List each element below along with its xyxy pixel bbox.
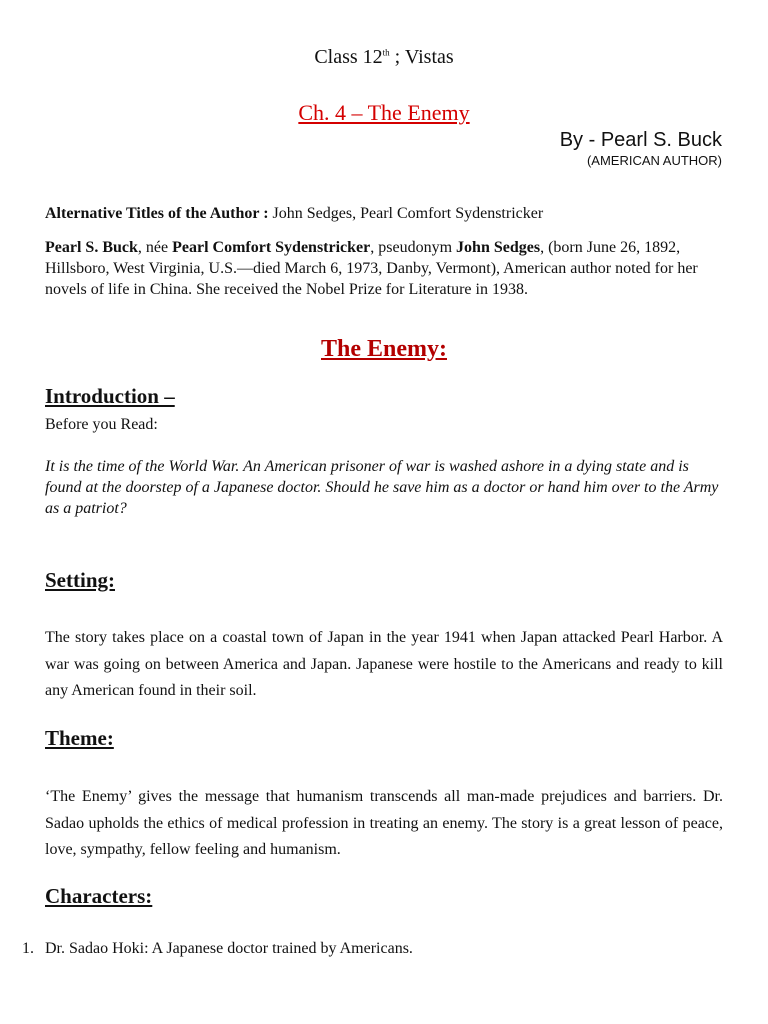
theme-text: ‘The Enemy’ gives the message that humanism transcends all man-made prejudices and barriers. Dr. Sadao upholds the ethics of medical profession in treating an enemy. The story is a great lesson of peace, love, sympathy, fellow feeling and humanism. <box>45 788 723 858</box>
bio-text: , (born June 26, 1892, Hillsboro, West Virginia, U.S.—died March 6, 1973, Danby, Vermont), American author noted for her novels of life in China. She received the Nobel Prize for Literature in 1938. <box>45 239 698 298</box>
bio-name: Pearl S. Buck <box>45 239 138 256</box>
before-you-read: Before you Read: <box>45 416 158 433</box>
chapter-title: Ch. 4 – The Enemy <box>298 100 470 125</box>
bio-birth-name: Pearl Comfort Sydenstricker <box>172 239 371 256</box>
class-label: Class 12 <box>314 46 383 68</box>
list-item <box>22 938 413 959</box>
alternative-titles <box>45 203 723 224</box>
class-superscript: th <box>382 47 390 58</box>
characters-heading: Characters: <box>45 884 153 908</box>
class-header <box>0 46 768 69</box>
setting-text: The story takes place on a coastal town of Japan in the year 1941 when Japan attacked Pearl Harbor. A war was going on between America and Japan. Japanese were hostile to the Americans and ready to kill any American found in their soil. <box>45 629 723 699</box>
bio-pseudonym: John Sedges <box>456 239 541 256</box>
bio-text: , née <box>137 239 173 256</box>
list-item-number: 1. <box>22 940 34 957</box>
author-bio <box>45 237 723 300</box>
setting-heading: Setting: <box>45 568 115 592</box>
story-heading: The Enemy: <box>321 336 447 362</box>
introduction-text: It is the time of the World War. An American prisoner of war is washed ashore in a dying state and is found at the doorstep of a Japanese doctor. Should he save him as a doctor or hand him over to the Army as a patriot? <box>45 458 719 517</box>
theme-heading: Theme: <box>45 726 114 750</box>
bio-text: , pseudonym <box>370 239 457 256</box>
characters-list <box>22 938 413 959</box>
list-item-text: Dr. Sadao Hoki: A Japanese doctor trained by Americans. <box>45 940 413 957</box>
author-nationality: (AMERICAN AUTHOR) <box>586 153 722 168</box>
class-subject: ; Vistas <box>389 46 454 68</box>
introduction-heading: Introduction – <box>45 384 175 408</box>
author-byline: By - Pearl S. Buck <box>559 129 722 151</box>
alternative-titles-value: John Sedges, Pearl Comfort Sydenstricker <box>268 205 544 222</box>
alternative-titles-label: Alternative Titles of the Author : <box>45 205 269 222</box>
